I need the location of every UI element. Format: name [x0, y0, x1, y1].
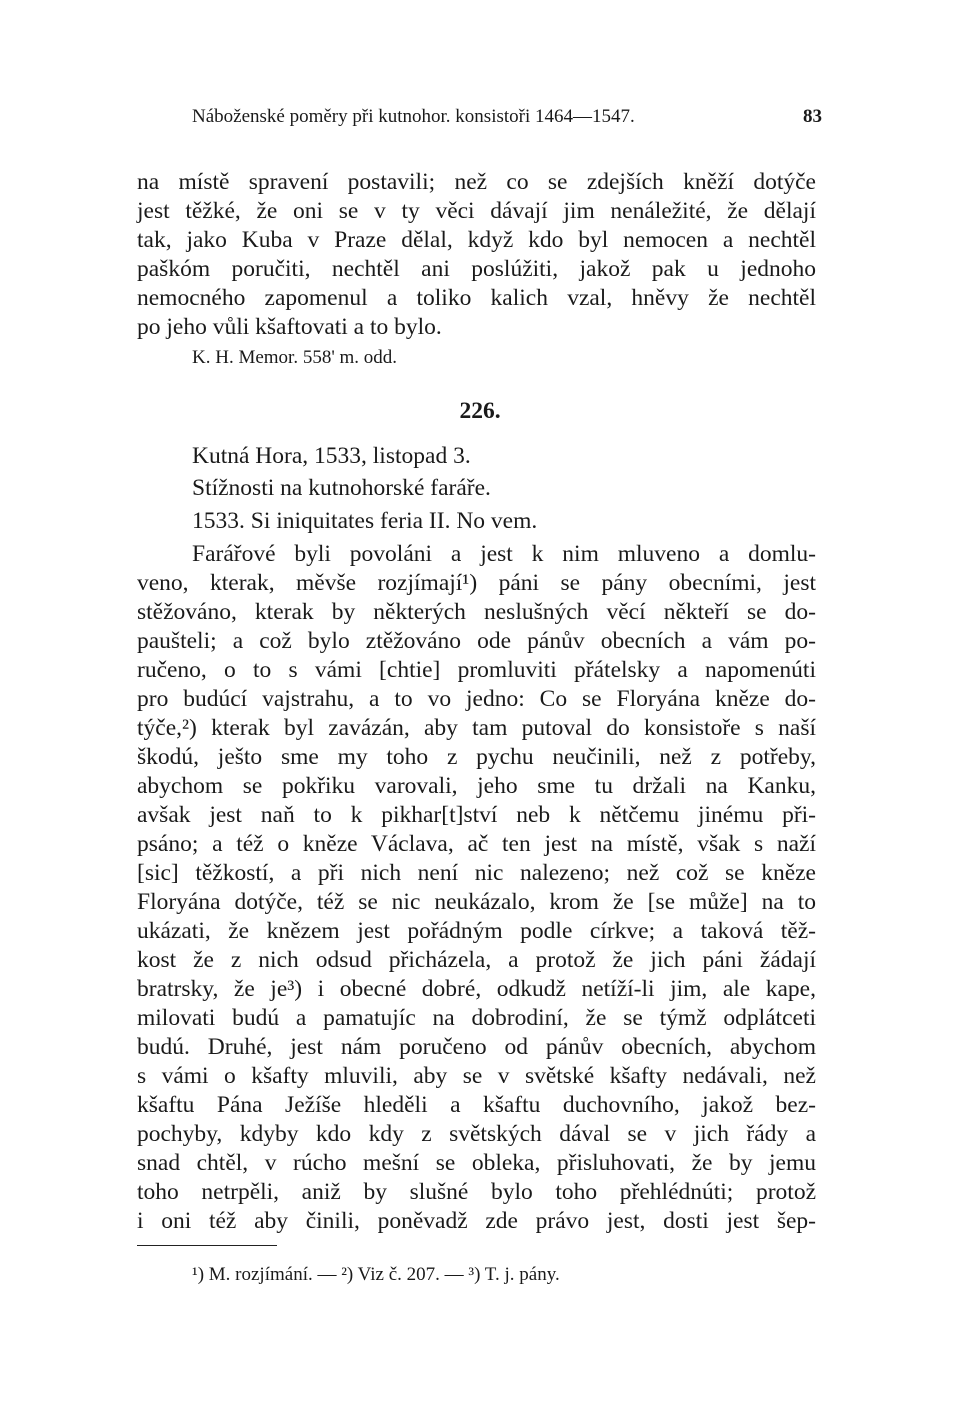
page-number: 83 [803, 106, 822, 127]
text-line: ručeno, o to s vámi [chtie] promluviti přátelsky a napomenúti [137, 657, 816, 683]
footnote-divider [137, 1245, 277, 1246]
running-header [192, 106, 822, 136]
text-line: po jeho vůli kšaftovati a to bylo. [137, 314, 442, 340]
text-line: škodú, ješto sme my toho z pychu neučinili, než z potřeby, [137, 744, 816, 770]
document-number: 226. [459, 398, 501, 424]
document-dating: 1533. Si iniquitates feria II. No vem. [192, 508, 538, 534]
source-note: K. H. Memor. 558' m. odd. [192, 347, 398, 368]
text-line: týče,²) kterak byl zavázán, aby tam putoval do konsistoře s naší [137, 715, 816, 741]
footnotes: ¹) M. rozjímání. — ²) Viz č. 207. — ³) T. j. pány. [192, 1264, 560, 1285]
text-line: kšaftu Pána Ježíše hleděli a kšaftu duchovního, jakož bez- [137, 1092, 816, 1118]
text-line: paušteli; a což bylo ztěžováno ode pánův obecních a vám po- [137, 628, 816, 654]
text-line: veno, kterak, měvše rozjímají¹) páni se pány obecními, jest [137, 570, 816, 596]
text-line: jest těžké, že oni se v ty věci dávají jim nenáležité, že dělají [137, 198, 816, 224]
text-line: toho netrpěli, aniž by slušné bylo toho přehlédnúti; protož [137, 1179, 816, 1205]
text-line: Farářové byli povoláni a jest k nim mluveno a domlu- [192, 541, 816, 567]
text-line: Floryána dotýče, též se nic neukázalo, krom že [se může] na to [137, 889, 816, 915]
text-line: milovati budú a pamatujíc na dobrodiní, že se týmž odplátceti [137, 1005, 816, 1031]
text-line: abychom se pokřiku varovali, jeho sme tu držali na Kanku, [137, 773, 816, 799]
running-title: Náboženské poměry při kutnohor. konsistoři 1464—1547. [192, 106, 635, 127]
text-line: snad chtěl, v rúcho mešní se obleka, přisluhovati, že by jemu [137, 1150, 816, 1176]
text-line: budú. Druhé, jest nám poručeno od pánův obecních, abychom [137, 1034, 816, 1060]
text-line: pro budúcí vajstrahu, a to vo jedno: Co se Floryána kněze do- [137, 686, 816, 712]
text-line: kost že z nich odsud přicházela, a protož že jich páni žádají [137, 947, 816, 973]
text-line: avšak jest naň to k pikhar[t]ství neb k nětčemu jinému při- [137, 802, 816, 828]
text-line: na místě spravení postavili; než co se zdejších kněží dotýče [137, 169, 816, 195]
document-place-date: Kutná Hora, 1533, listopad 3. [192, 443, 471, 469]
text-line: tak, jako Kuba v Praze dělal, když kdo byl nemocen a nechtěl [137, 227, 816, 253]
text-line: nemocného zapomenul a toliko kalich vzal, hněvy že nechtěl [137, 285, 816, 311]
text-line: i oni též aby činili, poněvadž zde právo jest, dosti jest šep- [137, 1208, 816, 1234]
text-line: pochyby, kdyby kdo kdy z světských dával se v jich řády a [137, 1121, 816, 1147]
text-line: s vámi o kšafty mluvili, aby se v světské kšafty nedávali, než [137, 1063, 816, 1089]
text-line: stěžováno, kterak by některých neslušných věcí někteří se do- [137, 599, 816, 625]
text-line: paškóm poručiti, nechtěl ani poslúžiti, jakož pak u jednoho [137, 256, 816, 282]
document-subject: Stížnosti na kutnohorské faráře. [192, 475, 491, 501]
text-line: ukázati, že knězem jest pořádným podle církve; a taková těž- [137, 918, 816, 944]
text-line: bratrsky, že je³) i obecné dobré, odkudž netíží-li jim, ale kape, [137, 976, 816, 1002]
text-line: psáno; a též o kněze Václava, ač ten jest na místě, však s naží [137, 831, 816, 857]
text-line: [sic] těžkostí, a při nich není nic nalezeno; než což se kněze [137, 860, 816, 886]
